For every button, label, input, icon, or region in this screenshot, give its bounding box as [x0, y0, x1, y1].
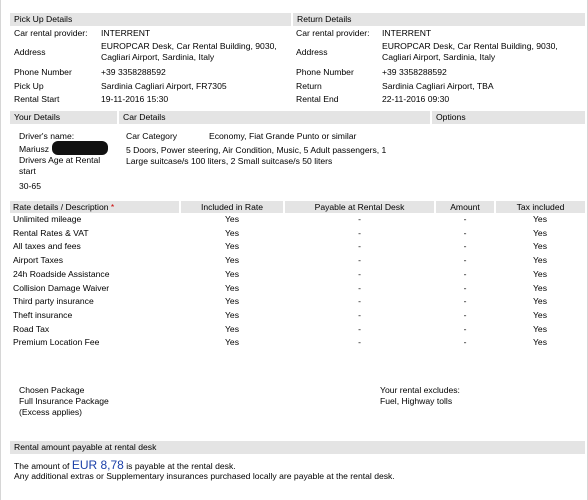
- your-details-header: Your Details: [10, 111, 117, 124]
- table-row: [10, 254, 585, 268]
- rate-included: Yes: [224, 282, 240, 293]
- rate-included: Yes: [224, 323, 240, 334]
- table-row: [10, 268, 585, 282]
- pickup-address-line2: Cagliari Airport, Sardinia, Italy: [101, 52, 215, 62]
- driver-age-value: 30-65: [19, 181, 41, 191]
- rate-amount: -: [463, 214, 467, 224]
- return-location-label: Return: [296, 81, 322, 91]
- excludes-label: Your rental excludes:: [380, 385, 460, 395]
- rate-amount: -: [463, 282, 467, 293]
- rate-description: Premium Location Fee: [13, 337, 100, 348]
- pickup-location-value: Sardinia Cagliari Airport, FR7305: [101, 81, 227, 91]
- car-details-header: Car Details: [119, 111, 430, 124]
- car-spec-line1: 5 Doors, Power steering, Air Condition, Music, 5 Adult passengers, 1: [126, 145, 387, 155]
- rate-payable: -: [358, 241, 361, 252]
- rate-tax: Yes: [532, 214, 548, 224]
- package-excess-note: (Excess applies): [19, 407, 83, 417]
- rate-description: All taxes and fees: [13, 241, 81, 252]
- column-header-included: Included in Rate: [180, 201, 284, 213]
- rate-payable: -: [358, 282, 361, 293]
- rate-tax: Yes: [532, 227, 548, 238]
- rate-payable: -: [358, 337, 361, 348]
- return-provider-value: INTERRENT: [382, 28, 432, 38]
- rate-tax: Yes: [532, 282, 548, 293]
- rate-description: Third party insurance: [13, 296, 94, 307]
- rate-included: Yes: [224, 268, 240, 279]
- rate-payable: -: [358, 268, 361, 279]
- return-address-line1: EUROPCAR Desk, Car Rental Building, 9030,: [382, 41, 558, 51]
- table-row: [10, 336, 585, 350]
- table-row: [10, 323, 585, 337]
- chosen-package-label: Chosen Package: [19, 385, 85, 395]
- rate-included: Yes: [224, 214, 240, 224]
- driver-name-label: Driver's name:: [19, 131, 75, 141]
- column-header-description: Rate details / Description *: [10, 201, 180, 213]
- rate-payable: -: [358, 323, 361, 334]
- table-row: [10, 227, 585, 241]
- rate-description: 24h Roadside Assistance: [13, 268, 110, 279]
- rate-description: Road Tax: [13, 323, 50, 334]
- rate-amount: -: [463, 337, 467, 348]
- return-phone-value: +39 3358288592: [382, 67, 447, 77]
- pickup-address-line1: EUROPCAR Desk, Car Rental Building, 9030,: [101, 41, 277, 51]
- car-category-label: Car Category: [126, 131, 178, 141]
- pickup-provider-value: INTERRENT: [101, 28, 151, 38]
- rate-included: Yes: [224, 296, 240, 307]
- rate-details-table: [10, 201, 585, 350]
- rate-amount: -: [463, 268, 467, 279]
- rate-amount: -: [463, 296, 467, 307]
- pickup-phone-value: +39 3358288592: [101, 67, 166, 77]
- excludes-value: Fuel, Highway tolls: [380, 396, 453, 406]
- rate-included: Yes: [224, 241, 240, 252]
- amount-prefix: The amount of: [14, 461, 70, 471]
- table-row: [10, 282, 585, 296]
- rate-description: Rental Rates & VAT: [13, 227, 89, 238]
- rate-amount: -: [463, 323, 467, 334]
- return-address-label: Address: [296, 47, 328, 57]
- rate-description: Theft insurance: [13, 309, 73, 320]
- driver-age-label: Drivers Age at Rental start: [19, 155, 101, 176]
- rate-payable: -: [358, 227, 361, 238]
- payable-header: Rental amount payable at rental desk: [10, 441, 585, 454]
- rate-payable: -: [358, 214, 361, 224]
- rate-payable: -: [358, 296, 361, 307]
- rental-start-label: Rental Start: [14, 94, 60, 104]
- rate-amount: -: [463, 227, 467, 238]
- car-spec-line2: Large suitcase/s 100 liters, 2 Small suitcase/s 50 liters: [126, 156, 333, 166]
- table-row: [10, 213, 585, 227]
- required-marker: *: [110, 202, 115, 212]
- amount-suffix: is payable at the rental desk.: [126, 461, 236, 471]
- rate-amount: -: [463, 241, 467, 252]
- rate-amount: -: [463, 255, 467, 266]
- rate-tax: Yes: [532, 255, 548, 266]
- table-row: [10, 309, 585, 323]
- rate-amount: -: [463, 309, 467, 320]
- payable-note: Any additional extras or Supplementary insurances purchased locally are payable at the rental desk.: [14, 471, 395, 481]
- rate-included: Yes: [224, 227, 240, 238]
- rate-included: Yes: [224, 255, 240, 266]
- rate-payable: -: [358, 309, 361, 320]
- rate-description: Airport Taxes: [13, 255, 63, 266]
- rate-tax: Yes: [532, 241, 548, 252]
- rate-tax: Yes: [532, 309, 548, 320]
- rental-start-value: 19-11-2016 15:30: [101, 94, 169, 104]
- table-row: [10, 295, 585, 309]
- rate-description: Unlimited mileage: [13, 214, 82, 224]
- column-header-amount: Amount: [435, 201, 495, 213]
- return-header: Return Details: [293, 13, 585, 26]
- rate-table-header-row: [10, 201, 585, 213]
- options-header: Options: [432, 111, 585, 124]
- rate-tax: Yes: [532, 268, 548, 279]
- pickup-phone-label: Phone Number: [14, 67, 72, 77]
- column-header-tax: Tax included: [495, 201, 585, 213]
- rate-tax: Yes: [532, 296, 548, 307]
- rate-description: Collision Damage Waiver: [13, 282, 110, 293]
- pickup-provider-label: Car rental provider:: [14, 28, 88, 38]
- rate-tax: Yes: [532, 323, 548, 334]
- rate-included: Yes: [224, 337, 240, 348]
- rental-end-value: 22-11-2016 09:30: [382, 94, 450, 104]
- pickup-address-label: Address: [14, 47, 46, 57]
- return-provider-label: Car rental provider:: [296, 28, 370, 38]
- table-row: [10, 240, 585, 254]
- rate-included: Yes: [224, 309, 240, 320]
- rate-payable: -: [358, 255, 361, 266]
- redaction-mark: [52, 141, 108, 155]
- return-phone-label: Phone Number: [296, 67, 354, 77]
- column-header-payable: Payable at Rental Desk: [284, 201, 435, 213]
- rental-end-label: Rental End: [296, 94, 339, 104]
- pickup-header: Pick Up Details: [10, 13, 291, 26]
- package-name: Full Insurance Package: [19, 396, 109, 406]
- return-location-value: Sardinia Cagliari Airport, TBA: [382, 81, 494, 91]
- pickup-location-label: Pick Up: [14, 81, 44, 91]
- rate-tax: Yes: [532, 337, 548, 348]
- return-address-line2: Cagliari Airport, Sardinia, Italy: [382, 52, 496, 62]
- driver-first-name: Mariusz: [19, 144, 50, 154]
- car-category-value: Economy, Fiat Grande Punto or similar: [209, 131, 357, 141]
- amount-value: EUR 8,78: [71, 458, 124, 472]
